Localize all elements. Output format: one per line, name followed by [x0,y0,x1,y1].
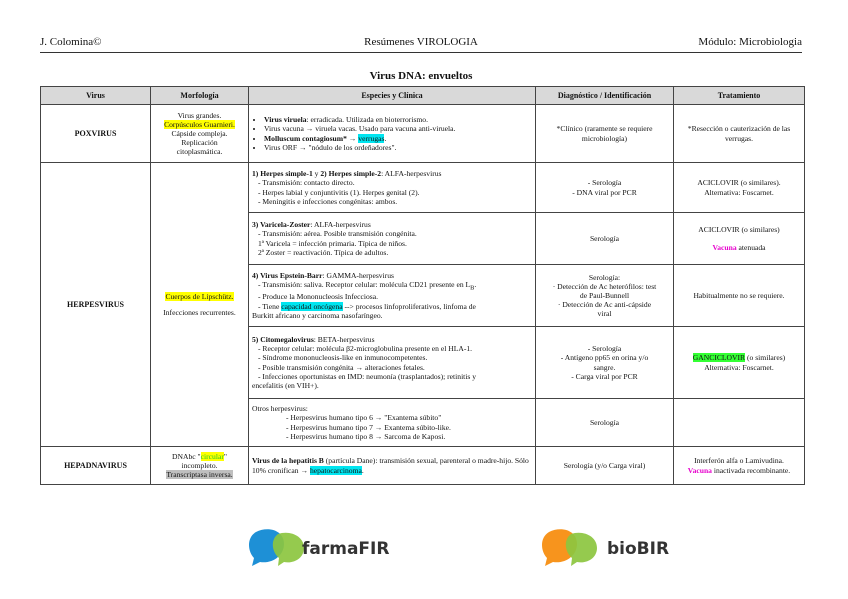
species-hepadnavirus: Virus de la hepatitis B (partícula Dane): transmisión sexual, parenteral o madre-hijo. Sólo 10% cronifican → hepatocarcinoma. [249,447,536,485]
diagnosis-cmv: - Serología - Antígeno pp65 en orina y/o sangre. - Carga viral por PCR [536,327,674,399]
treatment-hsv: ACICLOVIR (o similares). Alternativa: Foscarnet. [674,163,805,213]
virus-table [40,86,805,485]
virus-name-herpesvirus: HERPESVIRUS [41,163,151,447]
virus-name-poxvirus: POXVIRUS [41,105,151,163]
table-header-row [41,87,805,105]
page-header [40,36,802,53]
species-ebv: 4) Virus Epstein-Barr: GAMMA-herpesvirus - Transmisión: saliva. Receptor celular: molécula CD21 presente en $L_B$. - Produce la Mononucleosis Infecciosa. - Tiene capacidad oncógena --> procesos linfoproliferativos, linfoma de Burkitt africano y carcinoma nasofaríngeo. [249,265,536,327]
species-poxvirus: • Virus viruela: erradicada. Utilizada en bioterrorismo. • Virus vacuna → viruela vacas. Usado para vacuna anti-viruela. • Molluscum contagiosum* → verrugas. • Virus ORF → "nódulo de los ordeñadores". [249,105,536,163]
species-hsv: 1) Herpes simple-1 y 2) Herpes simple-2: ALFA-herpesvirus - Transmisión: contacto directo. - Herpes labial y conjuntivitis (1). Herpes genital (2). - Meningitis e infecciones congénitas: ambos. [249,163,536,213]
treatment-poxvirus: *Resección o cauterización de las verrugas. [674,105,805,163]
document-title: Resúmenes VIROLOGIA [364,36,478,48]
col-header-virus: Virus [41,87,151,105]
diagnosis-vzv: Serología [536,213,674,265]
treatment-hepadnavirus: Interferón alfa o Lamivudina. Vacuna inactivada recombinante. [674,447,805,485]
treatment-ebv: Habitualmente no se requiere. [674,265,805,327]
species-other-herpes: Otros herpesvirus: - Herpesvirus humano tipo 6 → "Exantema súbito" - Herpesvirus humano tipo 7 → Exantema súbito-like. - Herpesvirus humano tipo 8 → Sarcoma de Kaposi. [249,399,536,447]
diagnosis-poxvirus: *Clínico (raramente se requiere microbiología) [536,105,674,163]
diagnosis-hsv: - Serología - DNA viral por PCR [536,163,674,213]
col-header-species: Especies y Clínica [249,87,536,105]
virus-name-hepadnavirus: HEPADNAVIRUS [41,447,151,485]
morphology-herpesvirus: Cuerpos de Lipschütz. Infecciones recurrentes. [151,163,249,447]
biobir-logo [541,528,681,568]
farmafir-logo [248,528,388,568]
table-row-hsv [41,163,805,213]
diagnosis-other-herpes: Serología [536,399,674,447]
species-vzv: 3) Varicela-Zoster: ALFA-herpesvirus - Transmisión: aérea. Posible transmisión congénita. 1ª Varicela = infección primaria. Típica de niños. 2ª Zoster = reactivación. Típica de adultos. [249,213,536,265]
biobir-logo-mark [541,528,601,568]
col-header-diagnosis: Diagnóstico / Identificación [536,87,674,105]
table-row-poxvirus [41,105,805,163]
author-label: J. Colomina© [40,36,102,48]
diagnosis-ebv: Serología: · Detección de Ac heterófilos: test de Paul-Bunnell · Detección de Ac anti-cápside viral [536,265,674,327]
diagnosis-hepadnavirus: Serología (y/o Carga viral) [536,447,674,485]
module-label: Módulo: Microbiologia [698,36,802,48]
col-header-treatment: Tratamiento [674,87,805,105]
species-cmv: 5) Citomegalovirus: BETA-herpesvirus - Receptor celular: molécula β2-microglobulina presente en el HLA-1. - Síndrome mononucleosis-like en inmunocompetentes. - Posible transmisión congénita → alteraciones fetales. - Infecciones oportunistas en IMD: neumonía (trasplantados); retinitis y encefalitis (en VIH+). [249,327,536,399]
farmafir-logo-mark [248,528,308,568]
table-row-hepadnavirus [41,447,805,485]
morphology-hepadnavirus: DNAbc "circular" incompleto. Transcriptasa inversa. [151,447,249,485]
morphology-poxvirus: Virus grandes. Corpúsculos Guarnieri. Cápside compleja. Replicación citoplasmática. [151,105,249,163]
treatment-cmv: GANCICLOVIR (o similares) Alternativa: Foscarnet. [674,327,805,399]
col-header-morphology: Morfología [151,87,249,105]
farmafir-logo-text: farmaFIR [302,539,390,559]
treatment-other-herpes [674,399,805,447]
section-title: Virus DNA: envueltos [369,70,473,82]
biobir-logo-text: bioBIR [607,539,670,559]
treatment-vzv: ACICLOVIR (o similares) Vacuna atenuada [674,213,805,265]
